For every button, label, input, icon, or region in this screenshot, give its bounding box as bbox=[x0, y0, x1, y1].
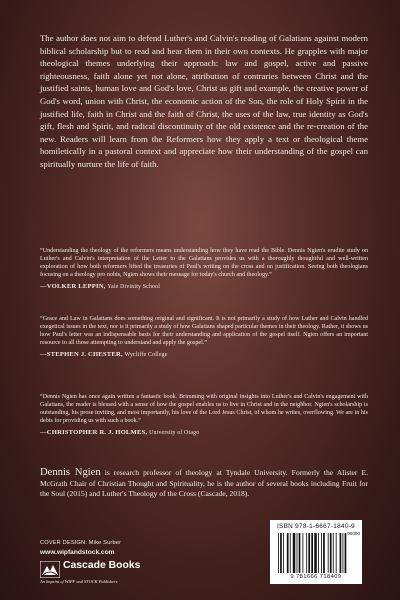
reviewer bbox=[40, 429, 368, 437]
cover-design-credit: COVER DESIGN: Mike Surber bbox=[40, 540, 122, 546]
reviewer-name: —STEPHEN J. CHESTER, bbox=[40, 351, 123, 359]
reviewer-name: —VOLKER LEPPIN, bbox=[40, 283, 106, 291]
review-2 bbox=[40, 315, 368, 359]
publisher-website: www.wipfandstock.com bbox=[40, 549, 115, 556]
isbn-label: ISBN 978-1-6667-1840-9 bbox=[276, 523, 355, 530]
author-bio-text: is research professor of theology at Tyndale University. Formerly the Alister E. McGrath Chair of Christian Thought and Spirituality, he is the author of several books including Fruit for the Soul (2015) and Luther's Theology of the Cross (Cascade, 2018). bbox=[40, 468, 368, 499]
author-name: Dennis Ngien bbox=[40, 467, 101, 478]
publisher-block bbox=[40, 559, 150, 589]
publisher-name: Cascade Books bbox=[63, 560, 141, 571]
reviewer bbox=[40, 283, 368, 291]
review-quote: “Grace and Law in Galatians does something original and significant. It is not primarily a study of how Luther and Calvin handled exegetical issues in the text, nor is it primarily a study of how Galatians shaped particular themes in their theology. Rather, it shows us how Paul's letter was an indispensable basis for their understanding and application of the gospel itself. Ngien offers an important resource to all those attempting to understand and apply the gospel.” bbox=[40, 316, 368, 347]
reviewer-affiliation: Wycliffe College bbox=[124, 352, 168, 359]
reviewer-name: —CHRISTOPHER R. J. HOLMES, bbox=[40, 429, 148, 437]
reviewer-affiliation: University of Otago bbox=[149, 430, 200, 437]
author-bio bbox=[40, 468, 368, 500]
review-quote: “Understanding the theology of the reformers means understanding how they have read the Bible. Dennis Ngien's erudite study on Luther's and Calvin's interpretation of the Letter to the Galatians provides us with a thoroughly thoughtful and well-written exploration of how both reformers lifted the treasuries of Paul's writing on the cross and on justification. Seeing both theologians focusing on a theology pro nobis, Ngien shows their message for today's church and theology.” bbox=[40, 248, 368, 279]
isbn-barcode bbox=[270, 520, 362, 584]
description-text: The author does not aim to defend Luther's and Calvin's reading of Galatians against modern biblical scholarship but to read and hear them in their own contexts. He grapples with major theological themes underlying their approach: law and gospel, active and passive righteousness, faith alone yet not alone, attribution of contraries between Christ and the justified saints, human love and God's love, Christ as gift and example, the creative power of God's word, union with Christ, the economic action of the Son, the role of Holy Spirit in the justified life, faith in Christ and the faith of Christ, the uses of the law, true identity as God's gift, flesh and Spirit, and radical discontinuity of the old existence and the re-creation of the new. Readers will learn from the Reformers how they apply a text or theological theme homiletically in a pastoral context and appreciate how their understanding of the gospel can spiritually nurture the life of faith. bbox=[40, 33, 368, 169]
reviewer-affiliation: Yale Divinity School bbox=[107, 284, 161, 291]
barcode-number: 9 781666 718409 bbox=[290, 574, 342, 580]
book-description bbox=[40, 32, 368, 171]
review-1 bbox=[40, 247, 368, 291]
price-code: 90000 bbox=[347, 531, 360, 536]
barcode-icon bbox=[276, 533, 356, 573]
publisher-tagline: An Imprint of WIPF and STOCK Publishers bbox=[40, 579, 118, 584]
reviewer bbox=[40, 351, 368, 359]
review-quote: “Dennis Ngien has once again written a fantastic book. Brimming with original insights into Luther's and Calvin's engagement with Galatians, the reader is blessed with a sense of how the gospel enables us to live in Christ and in the neighbor. Ngien's scholarship is outstanding, his prose inviting, and most importantly, his love of the Lord Jesus Christ, of whom he writes, overflowing. We are in his debts for providing us with such a book.” bbox=[40, 394, 368, 425]
cascade-logo-icon bbox=[40, 561, 60, 578]
review-3 bbox=[40, 393, 368, 437]
